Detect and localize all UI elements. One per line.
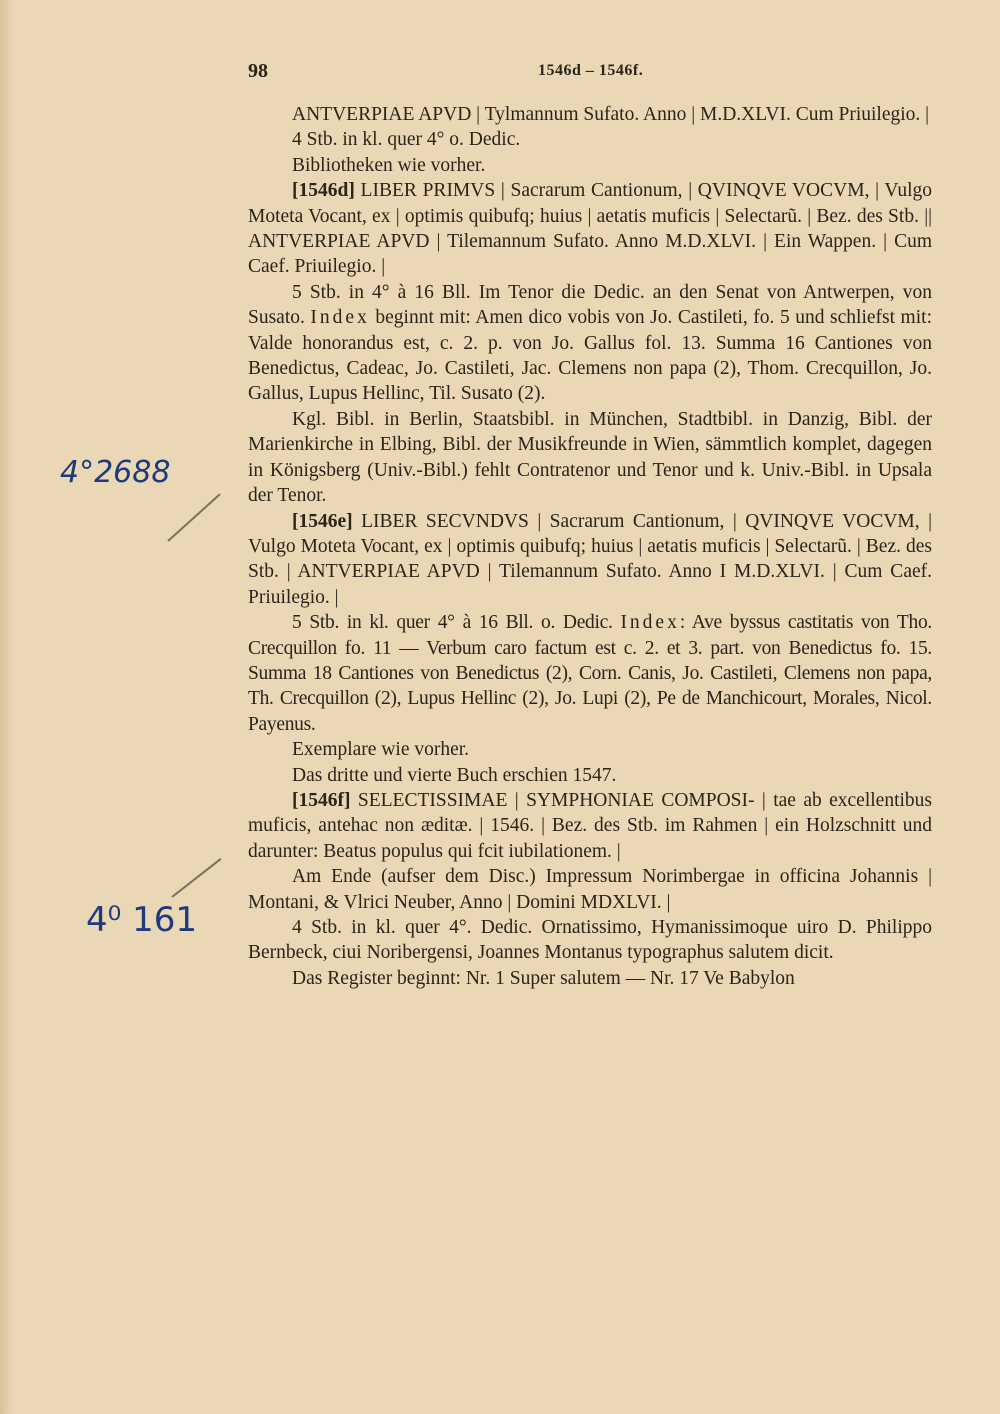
paragraph-description [248,610,932,737]
margin-pencil-stroke-2 [171,858,221,898]
entry-title: SELECTISSIMAE | SYMPHONIAE COMPOSI- | tae ab excellentibus muficis, antehac non æditæ. | 1546. | Bez. des Stb. im Rahmen | ein Holzschnitt und darunter: Beatus populus qui fcit iubilationem. | [248,789,932,862]
paragraph-format: 4 Stb. in kl. quer 4° o. Dedic. [292,129,521,151]
paragraph-description [248,280,932,407]
entry-1546e [248,509,932,611]
margin-shelfmark-2: 4⁰ 161 [86,900,197,940]
description-text: 5 Stb. in kl. quer 4° à 16 Bll. o. Dedic. [292,612,621,634]
page-body [248,102,932,991]
running-head: 1546d – 1546f. [538,62,644,79]
margin-pencil-stroke-1 [167,493,220,541]
entry-1546d [248,178,932,280]
paragraph-description: 4 Stb. in kl. quer 4°. Dedic. Ornatissimo, Hymanissimoque uiro D. Philippo Bernbeck, ciui Noribergensi, Joannes Montanus typographus salutem dicit. [248,917,932,964]
entry-number: [1546d] [292,180,355,202]
paragraph-holdings: Exemplare wie vorher. [292,739,470,761]
page-header [248,60,938,90]
paragraph-libraries: Bibliotheken wie vorher. [292,154,486,176]
margin-shelfmark-1: 4°2688 [60,455,171,490]
description-text: beginnt mit: Amen dico vobis von Jo. Castileti, fo. 5 und schliefst mit: Valde honorandus est, c. 2. p. von Jo. Gallus fol. 13. Summa 16 Cantiones von Benedictus, Cadeac, Jo. Castileti, Jac. Clemens non papa (2), Thom. Crecquillon, Jo. Gallus, Lupus Hellinc, Til. Susato (2). [248,307,932,405]
entry-title: LIBER PRIMVS | Sacrarum Cantionum, | QVINQVE VOCVM, | Vulgo Moteta Vocant, ex | optimis quibufq; huius | aetatis muficis | Selectarũ. | Bez. des Stb. || ANTVERPIAE APVD | Tilemannum Sufato. Anno M.D.XLVI. | Ein Wappen. | Cum Caef. Priuilegio. | [248,180,932,278]
paragraph-note: Das dritte und vierte Buch erschien 1547. [292,764,617,786]
entry-title: LIBER SECVNDVS | Sacrarum Cantionum, | QVINQVE VOCVM, | Vulgo Moteta Vocant, ex | optimis quibufq; huius | aetatis muficis | Selectarũ. | Bez. des Stb. | ANTVERPIAE APVD | Tilemannum Sufato. Anno I M.D.XLVI. | Cum Caef. Priuilegio. | [248,510,932,608]
paragraph-colophon: Am Ende (aufser dem Disc.) Impressum Norimbergae in officina Johannis | Montani, & Vlrici Neuber, Anno | Domini MDXLVI. | [248,866,932,913]
paragraph-imprint: ANTVERPIAE APVD | Tylmannum Sufato. Anno | M.D.XLVI. Cum Priuilegio. | [292,104,930,125]
paragraph-register: Das Register beginnt: Nr. 1 Super salutem — Nr. 17 Ve Babylon [292,967,795,989]
index-label: Index [620,612,680,634]
page-number: 98 [248,60,268,82]
entry-number: [1546e] [292,510,353,532]
index-label: Index [310,307,370,329]
description-text: 5 Stb. in 4° à 16 Bll. Im Tenor die Dedic. an den Senat von Antwerpen, von Susato. [248,281,932,329]
page-edge [0,0,14,1414]
paragraph-holdings: Kgl. Bibl. in Berlin, Staatsbibl. in München, Stadtbibl. in Danzig, Bibl. der Marienkirche in Elbing, Bibl. der Musikfreunde in Wien, sämmtlich komplet, dagegen in Königsberg (Univ.-Bibl.) fehlt Contratenor und Tenor und k. Univ.-Bibl. in Upsala der Tenor. [248,408,932,507]
entry-1546f [248,788,932,864]
description-text: : Ave byssus castitatis von Tho. Crecquillon fo. 11 — Verbum caro factum est c. 2. et 3. part. von Benedictus fo. 15. Summa 18 Cantiones von Benedictus (2), Corn. Canis, Jo. Castileti, Clemens non papa, Th. Crecquillon (2), Lupus Hellinc (2), Jo. Lupi (2), Pe de Manchicourt, Morales, Nicol. Payenus. [248,612,932,735]
entry-number: [1546f] [292,789,351,811]
